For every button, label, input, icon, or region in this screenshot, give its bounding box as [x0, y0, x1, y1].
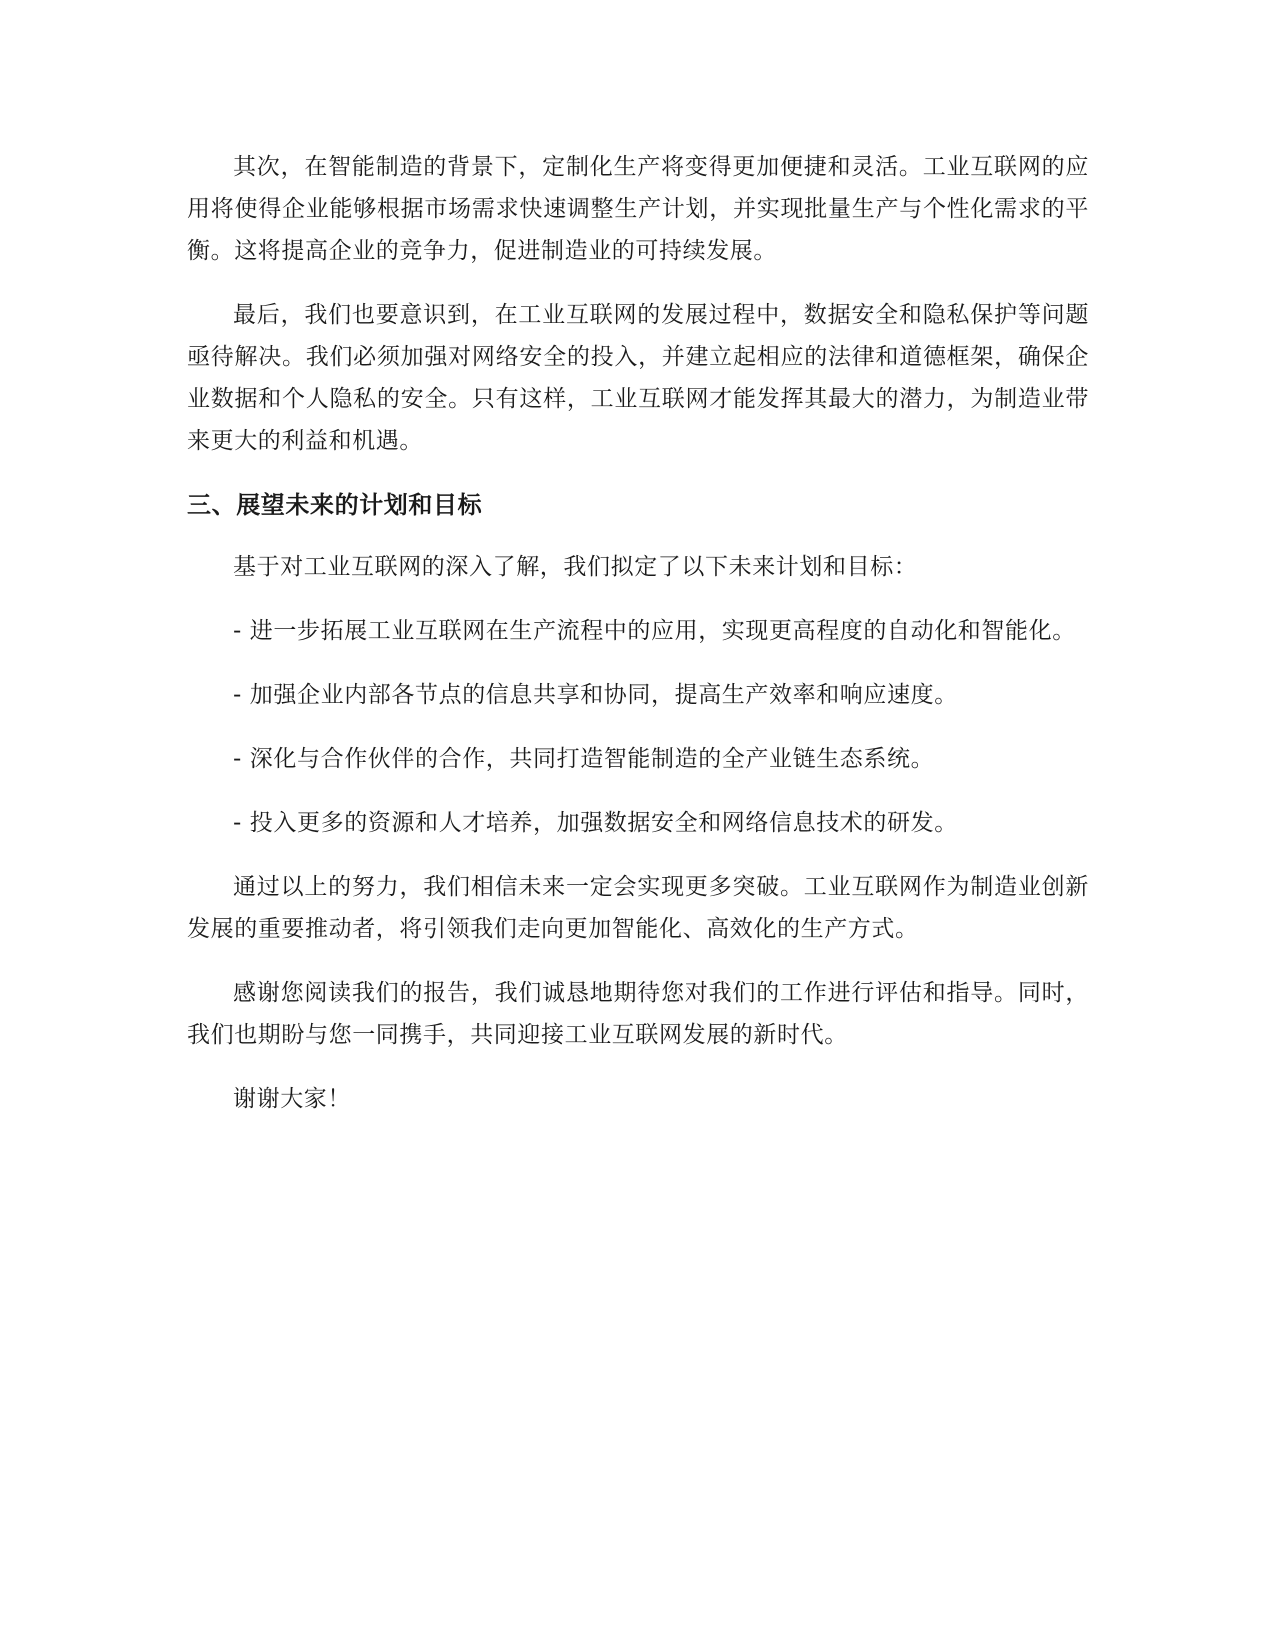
paragraph-data-security: 最后，我们也要意识到，在工业互联网的发展过程中，数据安全和隐私保护等问题亟待解决。我们必须加强对网络安全的投入，并建立起相应的法律和道德框架，确保企业数据和个人隐私的安全。只有这样，工业互联网才能发挥其最大的潜力，为制造业带来更大的利益和机遇。 [187, 302, 1089, 454]
document-body [187, 146, 1089, 1142]
paragraph-conclusion: 通过以上的努力，我们相信未来一定会实现更多突破。工业互联网作为制造业创新发展的重要推动者，将引领我们走向更加智能化、高效化的生产方式。 [187, 874, 1089, 942]
list-item: - 加强企业内部各节点的信息共享和协同，提高生产效率和响应速度。 [233, 682, 958, 708]
paragraph-closing: 谢谢大家！ [233, 1086, 351, 1112]
paragraph-thanks-reading: 感谢您阅读我们的报告，我们诚恳地期待您对我们的工作进行评估和指导。同时，我们也期盼与您一同携手，共同迎接工业互联网发展的新时代。 [187, 980, 1089, 1048]
list-item: - 深化与合作伙伴的合作，共同打造智能制造的全产业链生态系统。 [233, 746, 935, 772]
paragraph-plan-intro: 基于对工业互联网的深入了解，我们拟定了以下未来计划和目标： [233, 554, 918, 580]
list-item: - 投入更多的资源和人才培养，加强数据安全和网络信息技术的研发。 [233, 810, 958, 836]
section-heading: 三、展望未来的计划和目标 [187, 491, 483, 519]
list-item: - 进一步拓展工业互联网在生产流程中的应用，实现更高程度的自动化和智能化。 [233, 618, 1076, 644]
paragraph-customized-production: 其次，在智能制造的背景下，定制化生产将变得更加便捷和灵活。工业互联网的应用将使得企业能够根据市场需求快速调整生产计划，并实现批量生产与个性化需求的平衡。这将提高企业的竞争力，促进制造业的可持续发展。 [187, 154, 1089, 264]
